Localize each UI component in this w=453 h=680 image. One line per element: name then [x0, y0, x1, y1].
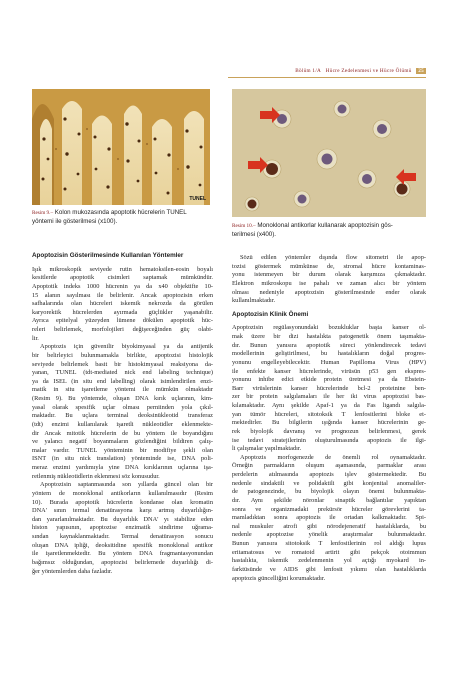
figure-9-caption-line1: Kolon mukozasında apoptotik hücrelerin TUNEL [53, 209, 187, 216]
figure-9-caption-line2: yöntemi ile gösterilmesi (x100). [32, 217, 118, 225]
text-line: yan tümör hücreleri, sitotoksik T lenfositlerini bloke et- [232, 410, 426, 418]
right-body-text [232, 324, 426, 583]
text-line: (Resim 9). Bu yöntemde, oluşan DNA kırık uçlarının, kim- [32, 395, 213, 402]
figure-10-label: Resim 10.– [232, 223, 256, 229]
text-line: yasal olarak spesifik uçlar olması perniinden yola çıkıl- [32, 403, 213, 411]
text-line: Apoptozisin regülasyonundaki bozukluklar başta kanser ol- [232, 324, 426, 332]
text-line: perdelerin atılmasında apoptozis işlev göstermektedir. Bu [232, 471, 426, 478]
text-line: ISNT (in situ nick translation) yönteminde ise, DNA poli- [32, 455, 213, 463]
text-line: ile enfekte kanser hücrelerinde, virüsün p53 gen ekspres- [232, 367, 426, 375]
text-line: yöntem de monoklonal antikorların kullanılmasıdır (Resim [32, 489, 213, 497]
text-line: dan yararlanılmaktadır. Bu duyarlılık DNA' yı stabilize eden [32, 515, 213, 523]
text-line: ile işaretlenmektedir. Bu yöntem DNA fragmantasyonundan [32, 550, 213, 558]
figure-9-label: Resim 9.– [32, 210, 54, 216]
text-line: nal muskuler atrofi gibi nörodejeneratif hastalıklarda, bu [232, 522, 426, 530]
text-line: apoptozis güncelliğini korumaktadır. [232, 574, 326, 582]
left-body-text [32, 266, 213, 577]
text-line: nedenle apoptozise yönelik araştırmalar bulunmaktadır. [232, 531, 426, 539]
text-line: zer bir protein salgılamaları ile her iki virus apoptozisi bas- [232, 393, 426, 401]
figure-colon-mucosa-image [32, 89, 210, 205]
text-line: Apoptotik indeks 1000 hücrenin ya da x40 objektifte 10- [32, 282, 213, 290]
tunel-tag: TUNEL [189, 196, 206, 202]
right-text-column [232, 254, 426, 583]
text-line: yonu istenmeyen bir durum olarak karşımıza çıkmaktadır. [232, 271, 426, 279]
text-line: Işık mikroskopik seviyede rutin hematoksilen-eosin boyalı [32, 265, 213, 273]
text-line: ğer yöntemlerden daha fazladır. [32, 567, 113, 575]
left-text-column [32, 252, 213, 576]
text-line: Apoptozis için güvenilir biyokimyasal ya da antijenik [40, 343, 213, 351]
text-line: ya da ISEL (in situ end labelling) olarak isimlendirilen enzi- [32, 377, 213, 385]
text-line: li çalışmalar yapılmaktadır. [232, 445, 302, 453]
figure-10-caption [232, 222, 426, 239]
text-line: meraz enzimi yardımıyla yine DNA kırıklarının uçlarına işa- [32, 464, 213, 471]
text-line: dır. Bunun yanısıra apoptotik süreci yönlendirecek tedavi [232, 341, 426, 349]
text-line: Bunun yanısıra sitotoksik T lenfositlerinin rol aldığı lupus [232, 540, 426, 547]
text-line: oluşan DNA ipliği, deoksitidine spesifik monoklonal antikor [32, 541, 213, 549]
text-line: tozisi göstermek mümkünse de, stromal hücre kontaminas- [232, 262, 426, 270]
text-line: releri belirlemek, morfolojileri değişeceğinden güç olabi- [32, 326, 213, 333]
text-line: Barr virüslerinin kanser hücrelerinde bcl-2 proteinine ben- [232, 384, 426, 392]
text-line: sından kaynaklanmaktadır. Termal denatürasyon sonucu [32, 533, 213, 540]
text-line: Örneğin parmakların oluşum aşamasında, parmaklar arası [232, 462, 426, 470]
text-line: hastalıkta, iskemik zedelenmenin yol açtığı myokard in- [232, 557, 426, 565]
section-heading-methods: Apoptozisin Gösterilmesinde Kullanılan Yöntemler [32, 252, 184, 259]
text-line: de patogenezinde, bu biyolojik olayın önemi bulunmakta- [232, 488, 426, 496]
figure-10-caption-line1: Monoklonal antikorlar kullanarak apoptozisin gös- [255, 222, 393, 229]
header-rule [228, 77, 426, 78]
text-line: retlenmiş nükleotidlerin eklenmesi söz konusudur. [32, 472, 160, 480]
text-line: (tdt) enzimi kullanılarak işaretli nükleotidler eklenmekte- [32, 420, 213, 428]
right-intro-text [232, 254, 426, 306]
text-line: Sözü edilen yöntemler dışında flow sitometri ile apop- [240, 254, 426, 261]
text-line: Ayrıca epitelyal yüzeyden lümene dökülen apoptotik hüc- [32, 317, 213, 325]
text-line: ve yalancı negatif boyanmaların gözlendiğini bildiren çalış- [32, 438, 213, 446]
text-line: dır. Aynı şekilde nöronlar sinaptik bağlantılar yapıktan [232, 496, 426, 504]
text-line: dir Ancak mitotik hücrelerin de bu yöntem ile boyandığını [32, 429, 213, 437]
text-line: matik in situ işaretleme yöntemi ile mümkün olmaktadır [32, 386, 213, 394]
page-number: 25 [418, 68, 424, 74]
text-line: rek biyolojik davranış ve prognozun belirlenmesi, gerek [232, 427, 426, 435]
running-header [228, 68, 426, 77]
text-line: DNA' sının termal denatürasyona karşı artmış duyarlılığın- [32, 507, 213, 515]
text-line: 10). Burada apoptotik hücrelerin kondanse olan kromatin [32, 498, 213, 506]
text-line: malar vardır. TUNEL yönteminin bir modifiye şekli olan [32, 446, 213, 454]
colon-mucosa-illustration [32, 89, 210, 205]
text-line: mamladıktan sonra apoptozis ile ortadan kalkmaktadır. Spi- [232, 514, 426, 522]
text-line: bağımsız olduğundan, apoptozisi belirlemede duyarlılığı di- [32, 558, 213, 566]
text-line: 15 alanın sayılması ile belirlenir. Ancak apoptozisin erken [32, 291, 213, 299]
text-line: histon yapısının, apoptozise enzimatik sindirime uğrama- [32, 524, 213, 532]
text-line: modellerinin geliştirilmesi, bu hastalıkların doğal progres- [232, 350, 426, 358]
text-line: yanan, TUNEL (tdt-mediated nick end labeling technique) [32, 369, 213, 377]
text-line: mak üzere bir dizi hastalıkta patogenetik önem taşımakta- [232, 333, 426, 340]
text-line: kullanılmaktadır. [232, 297, 276, 305]
figure-9-caption [32, 209, 214, 226]
figure-10-caption-line2: terilmesi (x400). [232, 230, 277, 238]
text-line: mektedirler. Bu bilgilerin ışığında kanser hücrelerinin ge- [232, 419, 426, 427]
text-line: Apoptozisin saptanmasında son yıllarda güncel olan bir [40, 481, 213, 489]
text-line: nedenle sindaktili ve polidaktili gibi konjenital anomaliler- [232, 479, 426, 487]
figure-monoclonal-image [232, 89, 426, 217]
text-line: Elektron mikroskopu ise pahalı ve zaman alıcı bir yöntem [232, 279, 426, 287]
text-line: maktadır. Bu uçlara terminal deoksinükleotid transferaz [32, 412, 213, 420]
text-line: bir belirleyici bulunmamakla birlikte, apoptozisi histolojik [32, 351, 213, 359]
monoclonal-cells-illustration [232, 89, 426, 217]
text-line: lir. [32, 334, 39, 342]
text-line: safhalarında olan hücreleri iskemik nekrozda da görülen [32, 300, 213, 308]
chapter-label: Bölüm 1/A [295, 68, 321, 74]
text-line: yonunu inhibe edici etkide protein üretmesi ya da Ebstein- [232, 376, 426, 384]
text-line: Apoptozis morfogenezde de önemli rol oynamaktadır. [240, 453, 426, 461]
text-line: ise tedavi stratejilerinin oluşturulmasında apoptozis ile ilgi- [232, 436, 426, 444]
text-line: kılamaktadır. Aynı şekilde Apaf-1 ya da Fas ligandı salgıla- [232, 402, 426, 409]
text-line: yonunu engelleyebilecektir. Human Papilloma Virus (HPV) [232, 358, 426, 366]
text-line: kesitlerde apoptotik cisimleri saptamak mümkündür. [32, 274, 213, 282]
text-line: seviyede belirlemek basit bir histokimyasal reaksiyona da- [32, 360, 213, 368]
text-line: eritamatosus ve romatoid artirit gibi pekçok otoimmun [232, 548, 426, 556]
section-heading-clinical: Apoptozisin Klinik Önemi [232, 310, 309, 318]
text-line: karyorektik hücrelerden ayırmada güçlükler yaşanabilir. [32, 308, 213, 316]
chapter-title: Hücre Zedelenmesi ve Hücre Ölümü [325, 68, 412, 74]
text-line: farktüsünde ve AIDS gibi lenfosit yıkımı olan hastalıklarda [232, 565, 426, 573]
text-line: olması nedeniyle apoptozisin gösterilmesinde ender olarak [232, 288, 426, 296]
text-line: sonra ve organizmadaki prekürsör hücreler görevlerini ta- [232, 505, 426, 513]
